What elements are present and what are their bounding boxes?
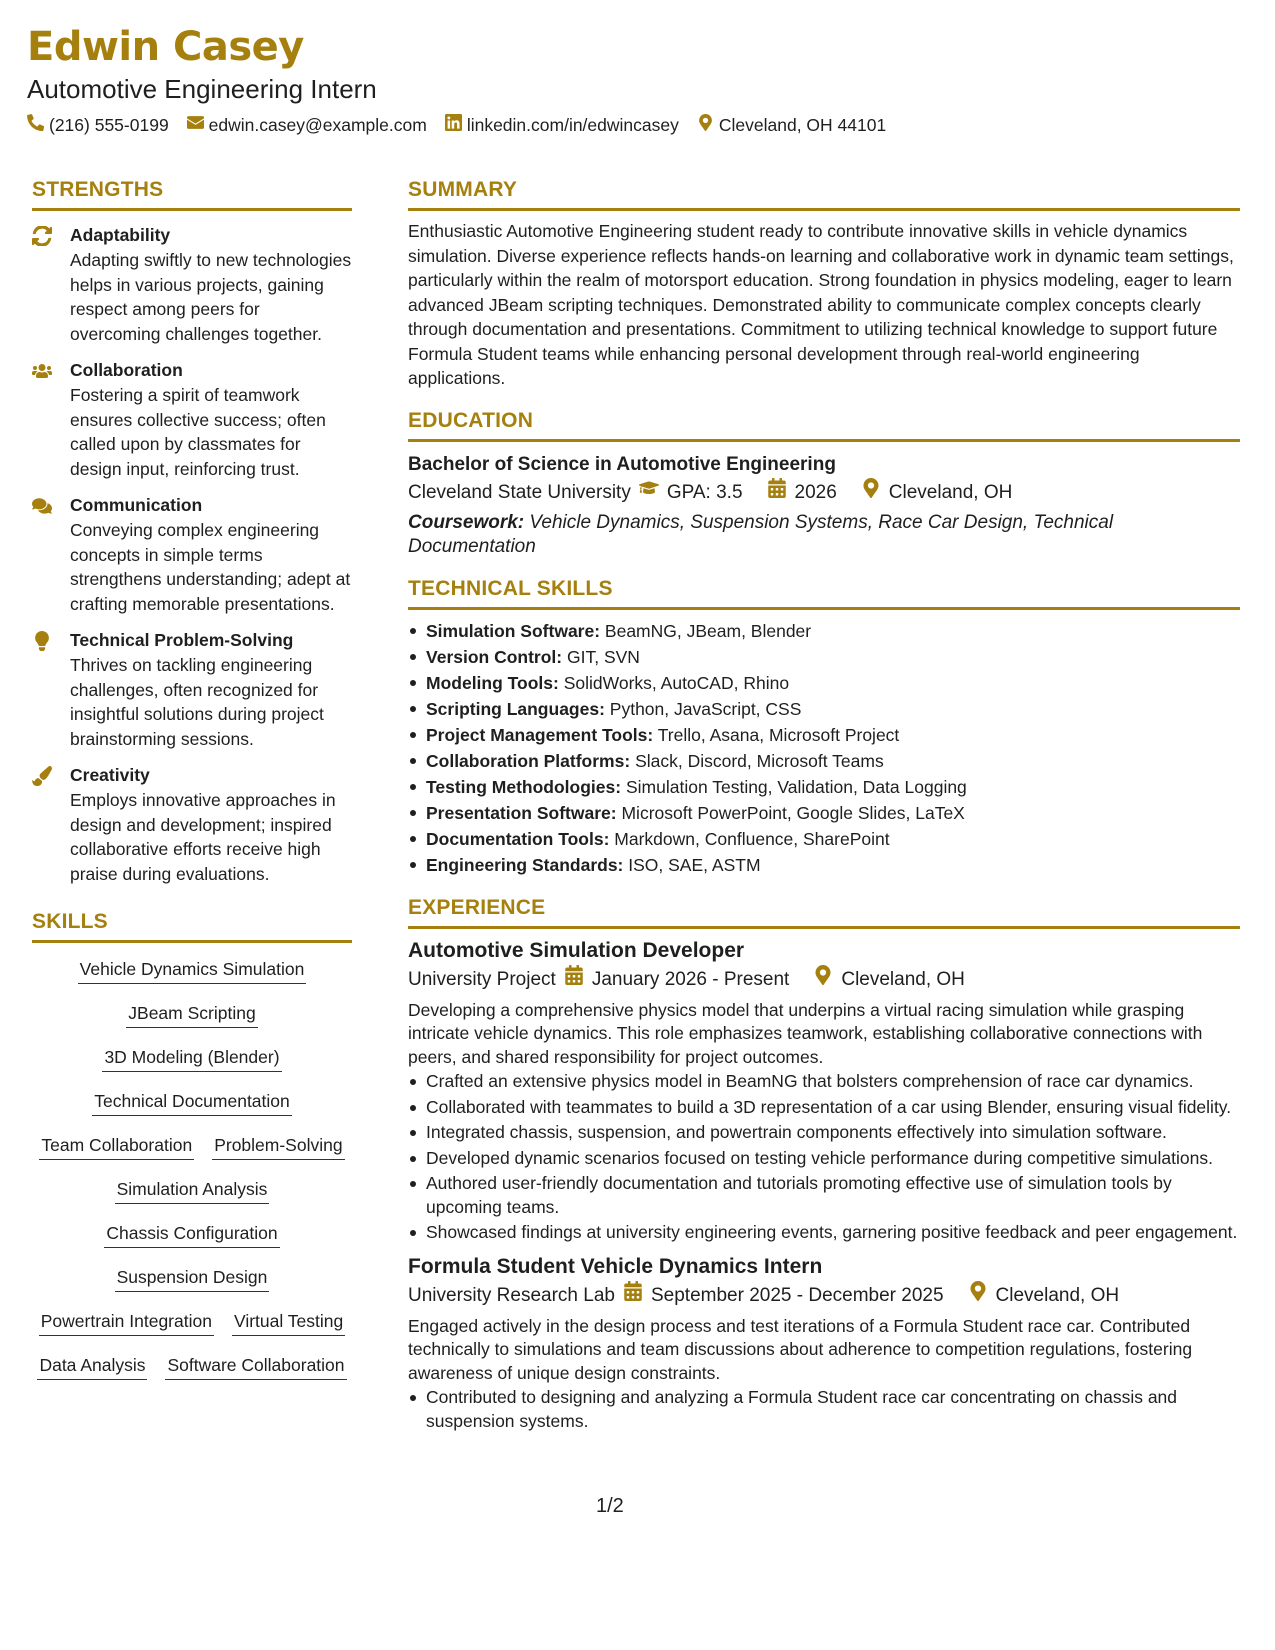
tech-skill-value: Trello, Asana, Microsoft Project [657,724,900,745]
strengths-heading: STRENGTHS [32,176,352,211]
strength-desc: Adapting swiftly to new technologies helps in various projects, gaining respect among peers for overcoming challenges together. [70,250,352,344]
job-meta [408,965,1240,995]
strength-desc: Fostering a spirit of teamwork ensures collective success; often called upon by classmates for design input, reinforcing trust. [70,385,326,479]
tech-skill-value: ISO, SAE, ASTM [628,854,761,875]
strength-title: Communication [70,495,203,515]
map-marker-icon [968,1281,988,1311]
contact-linkedin[interactable] [445,112,679,138]
graduation-cap-icon [639,478,659,508]
tech-skill-value: Python, JavaScript, CSS [609,698,802,719]
school-name: Cleveland State University [408,481,631,503]
email-text[interactable]: edwin.casey@example.com [208,115,427,135]
candidate-title: Automotive Engineering Intern [27,74,377,104]
job-entry [408,937,1240,1245]
skills-list [32,957,352,1380]
tech-skill-value: Simulation Testing, Validation, Data Logging [625,776,967,797]
technical-skills-heading: TECHNICAL SKILLS [408,575,1240,610]
job-bullets [408,1386,1240,1433]
summary-heading: SUMMARY [408,176,1240,211]
job-org: University Research Lab [408,1284,615,1306]
list-item: Developed dynamic scenarios focused on testing vehicle performance during competitive simulations. [408,1147,1240,1171]
skill-tag: Vehicle Dynamics Simulation [78,957,307,984]
candidate-name: Edwin Casey [27,24,304,70]
education-meta [408,478,1240,508]
list-item: Showcased findings at university engineering events, garnering positive feedback and peer engagement. [408,1221,1240,1245]
tech-skill-label: Collaboration Platforms: [426,750,631,771]
list-item: Integrated chassis, suspension, and powertrain components effectively into simulation software. [408,1121,1240,1145]
tech-skill-label: Engineering Standards: [426,854,624,875]
strength-desc: Employs innovative approaches in design and development; inspired collaborative efforts receive high praise during evaluations. [70,790,336,884]
tech-skill-value: SolidWorks, AutoCAD, Rhino [563,672,790,693]
summary-text: Enthusiastic Automotive Engineering student ready to contribute innovative skills in vehicle dynamics simulation. Diverse experience reflects hands-on learning and collaborative work in dynamic team settings, particularly within the realm of motorsport education. Strong foundation in physics modeling, eager to learn advanced JBeam scripting techniques. Demonstrated ability to communicate complex concepts clearly through documentation and presentations. Commitment to utilizing technical knowledge to support future Formula Student teams while enhancing personal development through real-world engineering applications. [408,221,1234,388]
skill-tag: 3D Modeling (Blender) [102,1045,281,1072]
list-item [408,748,1240,774]
location-text: Cleveland, OH 44101 [718,115,887,135]
envelope-icon [187,112,204,138]
contact-phone [27,112,169,138]
skill-tag: Technical Documentation [92,1089,292,1116]
tech-skill-value: Microsoft PowerPoint, Google Slides, LaTeX [621,802,965,823]
phone-icon [27,112,44,138]
gpa-text: GPA: 3.5 [666,481,743,503]
list-item [408,800,1240,826]
job-description: Developing a comprehensive physics model that underpins a virtual racing simulation while grasping intricate vehicle dynamics. This role emphasizes teamwork, establishing collaborative connections with peers, and shared responsibility for project outcomes. [408,999,1203,1067]
graduation-year: 2026 [794,481,837,503]
skill-tag: Team Collaboration [39,1133,194,1160]
paintbrush-icon [32,763,70,886]
tech-skill-label: Simulation Software: [426,620,601,641]
right-column [408,176,1240,1435]
contact-email[interactable] [187,112,427,138]
strength-title: Collaboration [70,360,183,380]
education-location: Cleveland, OH [888,481,1013,503]
tech-skill-value: Markdown, Confluence, SharePoint [614,828,890,849]
job-dates: September 2025 - December 2025 [650,1284,944,1306]
linkedin-text[interactable]: linkedin.com/in/edwincasey [466,115,679,135]
degree-title: Bachelor of Science in Automotive Engineering [408,453,836,475]
skill-tag: Virtual Testing [232,1309,345,1336]
job-location: Cleveland, OH [841,968,965,990]
skill-tag: Software Collaboration [165,1353,346,1380]
skill-tag: Chassis Configuration [104,1221,279,1248]
job-entry [408,1253,1240,1434]
users-icon [32,358,70,481]
list-item [408,696,1240,722]
skill-tag: JBeam Scripting [126,1001,257,1028]
list-item [408,722,1240,748]
strength-title: Adaptability [70,225,171,245]
map-marker-icon [697,112,714,138]
strength-item [32,763,352,886]
tech-skill-value: BeamNG, JBeam, Blender [604,620,812,641]
list-item [408,826,1240,852]
calendar-icon [767,478,787,508]
job-meta [408,1281,1240,1311]
job-dates: January 2026 - Present [591,968,790,990]
tech-skill-label: Scripting Languages: [426,698,605,719]
tech-skill-label: Version Control: [426,646,563,667]
comments-icon [32,493,70,616]
coursework-text: Vehicle Dynamics, Suspension Systems, Race Car Design, Technical Documentation [408,511,1114,557]
linkedin-icon [445,112,462,138]
skill-tag: Suspension Design [115,1265,270,1292]
skill-tag: Data Analysis [37,1353,147,1380]
job-bullets [408,1070,1240,1245]
page-number: 1/2 [596,1495,624,1517]
map-marker-icon [861,478,881,508]
strength-item [32,628,352,751]
tech-skill-value: GIT, SVN [567,646,640,667]
calendar-icon [564,965,584,995]
list-item [408,774,1240,800]
job-title: Formula Student Vehicle Dynamics Intern [408,1254,823,1278]
tech-skill-label: Documentation Tools: [426,828,610,849]
job-location: Cleveland, OH [995,1284,1120,1306]
strength-title: Technical Problem-Solving [70,630,294,650]
education-heading: EDUCATION [408,407,1240,442]
strength-item [32,223,352,346]
tech-skill-label: Presentation Software: [426,802,617,823]
coursework-label: Coursework: [408,511,525,533]
lightbulb-icon [32,628,70,751]
calendar-icon [623,1281,643,1311]
list-item [408,644,1240,670]
technical-skills-list [408,618,1240,878]
skills-heading: SKILLS [32,908,352,943]
job-title: Automotive Simulation Developer [408,938,745,962]
job-org: University Project [408,968,556,990]
list-item [408,852,1240,878]
skill-tag: Powertrain Integration [39,1309,214,1336]
list-item [408,670,1240,696]
tech-skill-label: Project Management Tools: [426,724,654,745]
job-description: Engaged actively in the design process and test iterations of a Formula Student race car. Contributed technically to simulations and team discussions about adherence to competition regulations, fostering awareness of unique design constraints. [408,1315,1193,1383]
skill-tag: Simulation Analysis [115,1177,270,1204]
tech-skill-value: Slack, Discord, Microsoft Teams [635,750,884,771]
left-column [32,176,352,1380]
tech-skill-label: Modeling Tools: [426,672,559,693]
sync-icon [32,223,70,346]
strength-desc: Thrives on tackling engineering challenges, often recognized for insightful solutions during project brainstorming sessions. [70,655,324,749]
list-item: Contributed to designing and analyzing a Formula Student race car concentrating on chassis and suspension systems. [408,1386,1240,1433]
strength-item [32,358,352,481]
map-marker-icon [813,965,833,995]
strength-title: Creativity [70,765,150,785]
list-item [408,618,1240,644]
list-item: Authored user-friendly documentation and tutorials promoting effective use of simulation tools by upcoming teams. [408,1172,1240,1219]
strength-desc: Conveying complex engineering concepts in simple terms strengthens understanding; adept at crafting memorable presentations. [70,520,351,614]
list-item: Crafted an extensive physics model in BeamNG that bolsters comprehension of race car dynamics. [408,1070,1240,1094]
skill-tag: Problem-Solving [212,1133,344,1160]
experience-heading: EXPERIENCE [408,894,1240,929]
coursework [408,511,1240,559]
list-item: Collaborated with teammates to build a 3D representation of a car using Blender, ensuring visual fidelity. [408,1096,1240,1120]
tech-skill-label: Testing Methodologies: [426,776,622,797]
phone-text: (216) 555-0199 [49,115,169,135]
strength-item [32,493,352,616]
contact-location [697,112,886,138]
contact-bar [27,112,1247,138]
resume-header [27,22,1247,138]
